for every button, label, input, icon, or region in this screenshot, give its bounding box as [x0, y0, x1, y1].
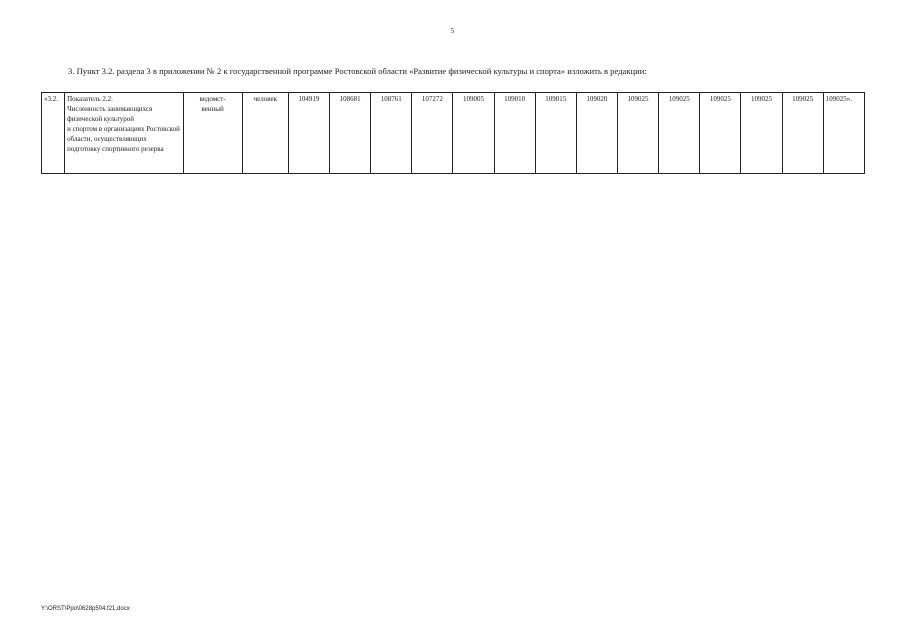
indicator-name: Показатель 2.2. Численность занимающихся физической культурой и спортом в организациях Ростовской области, осуществляющих подготовку спортивного резерва [65, 93, 183, 174]
indicator-unit: человек [242, 93, 288, 174]
intro-paragraph: 3. Пункт 3.2. раздела 3 в приложении № 2 к государственной программе Ростовской области «Развитие физической культуры и спорта» изложить в редакции: [68, 66, 647, 76]
value-cell: 109010 [494, 93, 535, 174]
value-cell: 108681 [330, 93, 371, 174]
value-cell: 109025 [659, 93, 700, 174]
value-cell: 109025 [700, 93, 741, 174]
value-cell: 109025 [782, 93, 823, 174]
value-cell: 108761 [371, 93, 412, 174]
file-path-footer: Y:\ORST\Ppo\0628p504.f21.docx [41, 606, 130, 612]
value-cell: 104919 [288, 93, 329, 174]
indicator-table [41, 92, 865, 174]
indicator-number: «3.2. [42, 93, 65, 174]
value-cell: 109025». [823, 93, 864, 174]
value-cell: 109005 [453, 93, 494, 174]
table-row [42, 93, 865, 174]
indicator-source: ведомст- венный [183, 93, 242, 174]
value-cell: 109025 [617, 93, 658, 174]
value-cell: 109020 [576, 93, 617, 174]
value-cell: 107272 [412, 93, 453, 174]
page-number: 5 [450, 27, 455, 35]
value-cell: 109025 [741, 93, 782, 174]
value-cell: 109015 [535, 93, 576, 174]
